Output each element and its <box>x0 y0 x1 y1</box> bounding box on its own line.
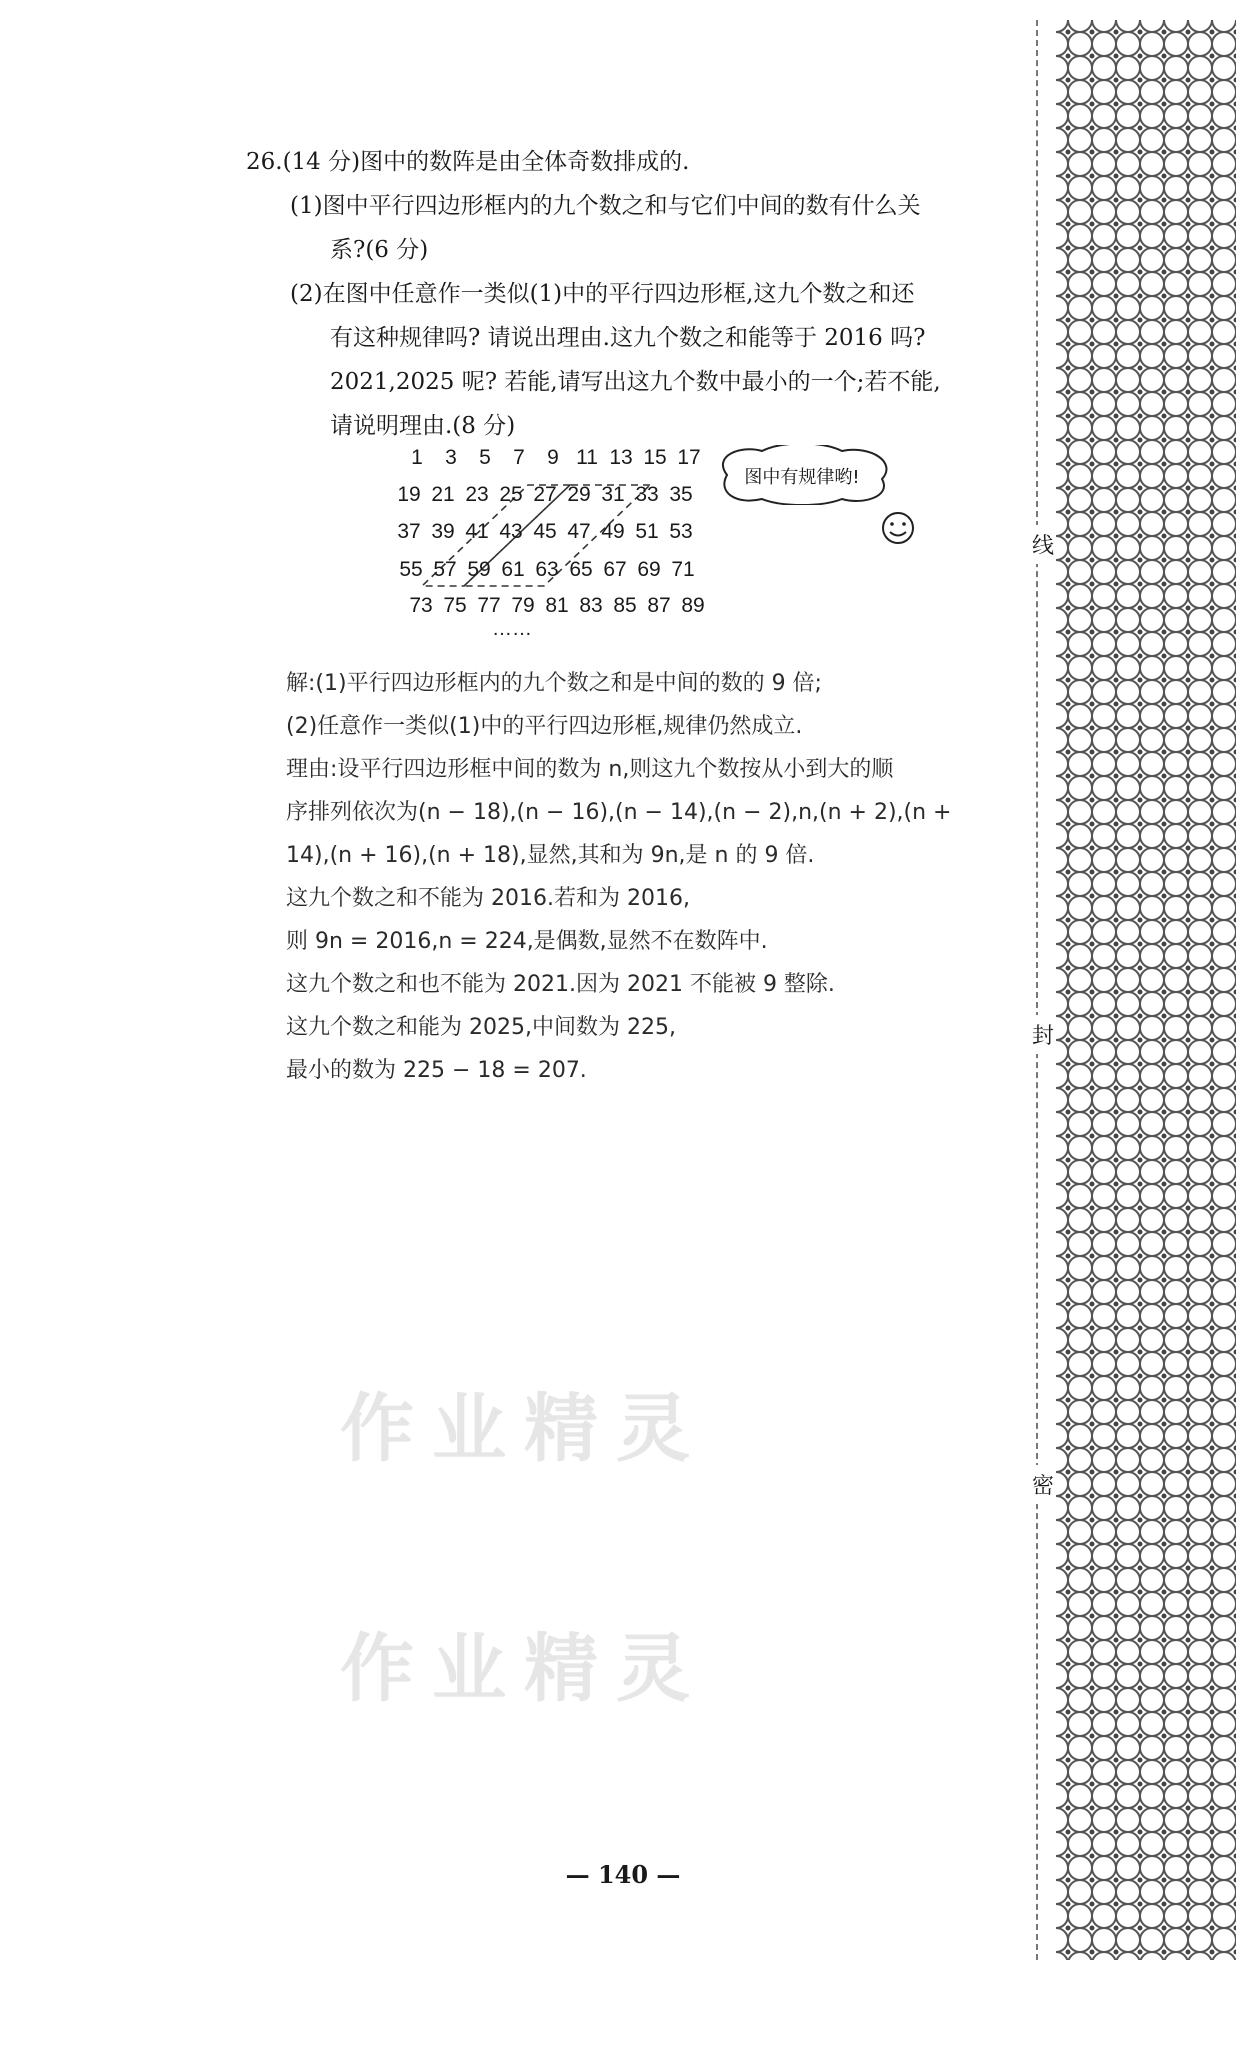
problem-title: 26.(14 分)图中的数阵是由全体奇数排成的. <box>246 149 690 175</box>
grid-number: 81 <box>545 594 569 617</box>
grid-number: 9 <box>547 446 559 469</box>
grid-number: 55 <box>399 558 423 581</box>
grid-number: 63 <box>535 558 559 581</box>
binding-label-feng: 封 <box>1032 1015 1054 1054</box>
answer-section <box>286 662 1026 1092</box>
grid-ellipsis: …… <box>492 618 532 640</box>
page-number: — 140 — <box>565 1860 681 1889</box>
thought-bubble <box>712 445 892 505</box>
grid-number: 1 <box>411 446 423 469</box>
grid-number: 17 <box>677 446 701 469</box>
binding-dashed-line <box>1036 20 1038 1960</box>
grid-number: 89 <box>681 594 705 617</box>
decorative-margin-pattern <box>1056 20 1236 1960</box>
grid-number: 65 <box>569 558 593 581</box>
grid-number: 49 <box>601 520 625 543</box>
answer-line: 这九个数之和不能为 2016.若和为 2016, <box>286 886 690 911</box>
answer-line: 14),(n + 16),(n + 18),显然,其和为 9n,是 n 的 9 倍. <box>286 843 815 868</box>
grid-number: 79 <box>511 594 535 617</box>
answer-line: 理由:设平行四边形框中间的数为 n,则这九个数按从小到大的顺 <box>286 757 894 782</box>
grid-number: 87 <box>647 594 671 617</box>
grid-number: 73 <box>409 594 433 617</box>
answer-line: 序排列依次为(n − 18),(n − 16),(n − 14),(n − 2),n,(n + 2),(n + <box>286 800 952 825</box>
grid-number: 35 <box>669 483 693 506</box>
question-2-line: 2021,2025 呢? 若能,请写出这九个数中最小的一个;若不能, <box>330 369 941 395</box>
grid-number: 69 <box>637 558 661 581</box>
grid-number: 51 <box>635 520 659 543</box>
binding-label-xian: 线 <box>1032 525 1054 564</box>
answer-line: 最小的数为 225 − 18 = 207. <box>286 1058 587 1083</box>
grid-number: 77 <box>477 594 501 617</box>
watermark: 作业精灵 <box>340 1386 708 1472</box>
grid-number: 67 <box>603 558 627 581</box>
answer-line: 这九个数之和也不能为 2021.因为 2021 不能被 9 整除. <box>286 972 835 997</box>
question-1-line: 系?(6 分) <box>330 237 429 263</box>
grid-number: 33 <box>635 483 659 506</box>
grid-number: 37 <box>397 520 421 543</box>
grid-number: 7 <box>513 446 525 469</box>
grid-number: 85 <box>613 594 637 617</box>
grid-number: 3 <box>445 446 457 469</box>
grid-number: 47 <box>567 520 591 543</box>
grid-number: 57 <box>433 558 457 581</box>
grid-number: 45 <box>533 520 557 543</box>
grid-number: 15 <box>643 446 667 469</box>
answer-line: 这九个数之和能为 2025,中间数为 225, <box>286 1015 676 1040</box>
bubble-text: 图中有规律哟! <box>744 467 860 488</box>
grid-number: 39 <box>431 520 455 543</box>
answer-line: 解:(1)平行四边形框内的九个数之和是中间的数的 9 倍; <box>286 671 822 696</box>
grid-number: 25 <box>499 483 523 506</box>
question-2-line: 有这种规律吗? 请说出理由.这九个数之和能等于 2016 吗? <box>330 325 926 351</box>
grid-number: 59 <box>467 558 491 581</box>
problem-statement <box>246 140 1026 448</box>
grid-number: 71 <box>671 558 695 581</box>
grid-number: 13 <box>609 446 633 469</box>
binding-label-mi: 密 <box>1032 1465 1054 1504</box>
grid-number: 11 <box>576 446 598 469</box>
grid-number: 75 <box>443 594 467 617</box>
grid-number: 21 <box>431 483 455 506</box>
grid-number: 5 <box>479 446 491 469</box>
watermark: 作业精灵 <box>340 1626 708 1712</box>
grid-number: 27 <box>533 483 557 506</box>
grid-number: 53 <box>669 520 693 543</box>
grid-number: 29 <box>567 483 591 506</box>
grid-number: 23 <box>465 483 489 506</box>
grid-number: 43 <box>499 520 523 543</box>
question-2-line: 请说明理由.(8 分) <box>330 413 516 439</box>
grid-number: 41 <box>465 520 489 543</box>
smiley-icon <box>878 508 918 548</box>
grid-number: 61 <box>501 558 525 581</box>
question-2-line: (2)在图中任意作一类似(1)中的平行四边形框,这九个数之和还 <box>290 281 915 307</box>
answer-line: 则 9n = 2016,n = 224,是偶数,显然不在数阵中. <box>286 929 768 954</box>
grid-number: 19 <box>397 483 421 506</box>
question-1-line: (1)图中平行四边形框内的九个数之和与它们中间的数有什么关 <box>290 193 921 219</box>
grid-number: 83 <box>579 594 603 617</box>
grid-number: 31 <box>601 483 625 506</box>
answer-line: (2)任意作一类似(1)中的平行四边形框,规律仍然成立. <box>286 714 803 739</box>
